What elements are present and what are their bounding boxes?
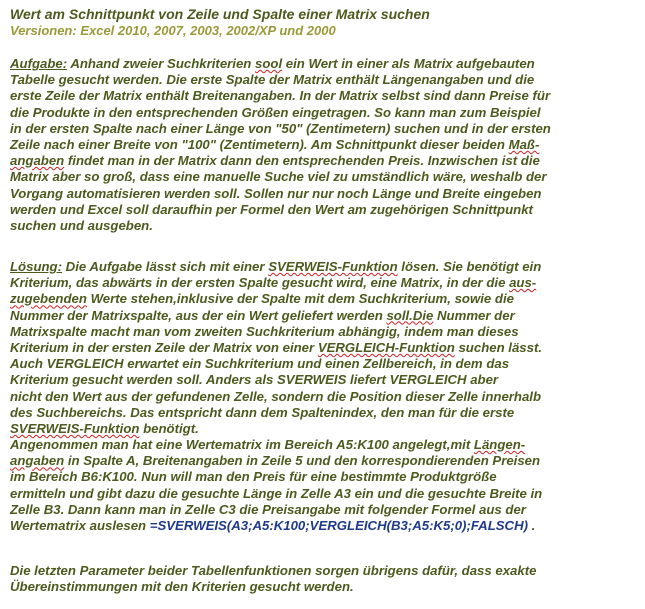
loesung-text: Die Aufgabe lässt sich mit einer — [62, 259, 269, 274]
typo-word: sool — [255, 56, 283, 71]
loesung-text: Kriterium in der ersten Zeile der Matrix von einer — [10, 339, 318, 355]
hyphenated-word: angaben — [10, 153, 65, 169]
aufgabe-text: suchen und ausgeben. — [10, 217, 153, 233]
aufgabe-section — [10, 56, 642, 234]
excel-formula: =SVERWEIS(A3;A5:K100;VERGLEICH(B3;A5:K5;0);FALSCH) — [149, 518, 528, 533]
page-title: Wert am Schnittpunkt von Zeile und Spalte einer Matrix suchen — [10, 6, 430, 22]
loesung-text: Werte stehen,inklusive der Spalte mit dem Suchkriterium, sowie die — [86, 291, 514, 307]
page-subtitle: Versionen: Excel 2010, 2007, 2003, 2002/XP und 2000 — [10, 23, 336, 38]
aufgabe-label: Aufgabe: — [10, 56, 68, 71]
aufgabe-text: Zeile nach einer Breite von "100" (Zentimetern). Am Schnittpunkt dieser beiden — [10, 136, 509, 152]
loesung-text: Nummer der — [433, 307, 515, 323]
aufgabe-text: erste Zeile der Matrix enthält Breitenangaben. In der Matrix selbst sind dann Preise für — [10, 88, 551, 104]
function-name: VERGLEICH-Funktion — [317, 339, 455, 355]
aufgabe-text: Anhand zweier Suchkriterien — [67, 56, 256, 71]
aufgabe-text: in der ersten Spalte nach einer Länge von "50" (Zentimetern) suchen und in der ersten — [10, 120, 551, 136]
aufgabe-text: Matrix aber so groß, dass eine manuelle Suche viel zu umständlich wäre, weshalb der — [10, 169, 547, 185]
loesung-text: Zelle B3. Dann kann man in Zelle C3 die Preisangabe mit folgender Formel aus der — [10, 501, 526, 517]
loesung-text: Kriterium, das abwärts in der ersten Spalte gesucht wird, eine Matrix, in der die — [10, 275, 510, 291]
loesung-text: lösen. Sie benötigt ein — [397, 259, 542, 274]
loesung-section — [10, 259, 642, 534]
loesung-text: Wertematrix auslesen — [10, 518, 150, 533]
loesung-label: Lösung: — [10, 259, 63, 274]
hyphenated-word: aus- — [509, 275, 537, 291]
loesung-text: des Suchbereichs. Das entspricht dann dem Spaltenindex, den man für die erste — [10, 404, 515, 420]
loesung-text: Nummer der Matrixspalte, aus der ein Wert geliefert werden — [10, 307, 387, 323]
typo-word: soll.Die — [386, 307, 434, 323]
aufgabe-text: werden und Excel soll daraufhin per Formel den Wert am zugehörigen Schnittpunkt — [10, 201, 533, 217]
function-name: SVERWEIS-Funktion — [10, 420, 140, 436]
aufgabe-text: Vorgang automatisieren werden soll. Sollen nur nur noch Länge und Breite eingeben — [10, 185, 542, 201]
function-name: SVERWEIS-Funktion — [268, 259, 398, 274]
loesung-text: im Bereich B6:K100. Nun will man den Preis für eine bestimmte Produktgröße — [10, 469, 497, 485]
aufgabe-text: ein Wert in einer als Matrix aufgebauten — [282, 56, 535, 71]
loesung-text: Matrixspalte macht man vom zweiten Suchkriterium abhängig, indem man dieses — [10, 323, 519, 339]
loesung-text: Kriterium gesucht werden soll. Anders als SVERWEIS liefert VERGLEICH aber — [10, 372, 499, 388]
schluss-text: Übereinstimmungen mit den Kriterien gesucht werden. — [10, 579, 354, 595]
loesung-text: suchen lässt. — [454, 339, 543, 355]
aufgabe-text: Tabelle gesucht werden. Die erste Spalte der Matrix enthält Längenangaben und die — [10, 72, 535, 88]
aufgabe-text: die Produkte in den entsprechenden Größen eingetragen. So kann man zum Beispiel — [10, 104, 541, 120]
schluss-text: Die letzten Parameter beider Tabellenfunktionen sorgen übrigens dafür, dass exakte — [10, 563, 537, 578]
loesung-text: . — [528, 518, 536, 533]
hyphenated-word: Maß- — [508, 136, 540, 152]
hyphenated-word: Längen- — [473, 437, 526, 453]
loesung-text: nicht den Wert aus der gefundenen Zelle, sondern die Position dieser Zelle innerhalb — [10, 388, 542, 404]
loesung-text: ermitteln und gibt dazu die gesuchte Länge in Zelle A3 ein und die gesuchte Breite in — [10, 485, 543, 501]
loesung-text: Auch VERGLEICH erwartet ein Suchkriterium und einen Zellbereich, in dem das — [10, 356, 510, 372]
loesung-text: benötigt. — [139, 420, 199, 436]
hyphenated-word: zugebenden — [10, 291, 87, 307]
hyphenated-word: angaben — [10, 453, 65, 469]
loesung-text: in Spalte A, Breitenangaben in Zeile 5 und den korrespondierenden Preisen — [64, 453, 541, 469]
loesung-text: Angenommen man hat eine Wertematrix im Bereich A5:K100 angelegt,mit — [10, 437, 474, 453]
schluss-section — [10, 563, 642, 595]
aufgabe-text: findet man in der Matrix dann den entsprechenden Preis. Inzwischen ist die — [64, 153, 540, 169]
